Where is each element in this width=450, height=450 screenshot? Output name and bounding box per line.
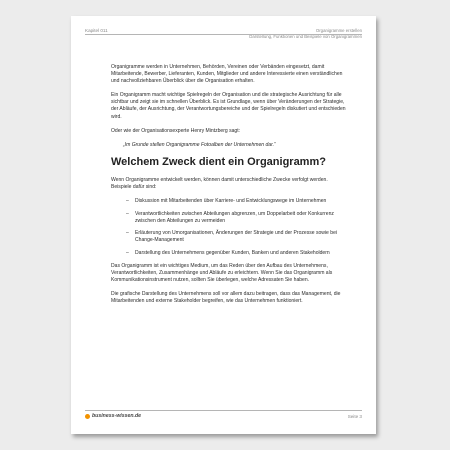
section-heading: Welchem Zweck dient ein Organigramm? <box>111 155 326 168</box>
running-header-title: Organigramme erstellen <box>315 28 362 33</box>
section-paragraph-2: Die grafische Darstellung des Unternehmens soll vor allem dazu beitragen, dass das Management, die Mitarbeitenden und externe Stakeholder begreifen, wie das Unternehmen funktioniert. <box>111 291 341 305</box>
brand-name: business-wissen.de <box>92 413 142 419</box>
running-header-subtitle: Darstellung, Funktionen und Beispiele von Organigrammen <box>249 33 362 39</box>
list-item: – Darstellung des Unternehmens gegenüber Kunden, Banken und anderen Stakeholdern <box>126 250 349 257</box>
page-body <box>111 64 349 313</box>
list-item: – Diskussion mit Mitarbeitenden über Karriere- und Entwicklungswege im Unternehmen <box>126 198 349 205</box>
intro-paragraph-3: Oder wie der Organisationsexperte Henry Mintzberg sagt: <box>111 127 241 134</box>
brand-logo <box>85 413 141 419</box>
list-item: – Verantwortlichkeiten zwischen Abteilungen abgrenzen, um Doppelarbeit oder Konkurrenz zwischen den Abteilungen zu vermeiden <box>126 211 349 225</box>
intro-paragraph-1: Organigramme werden in Unternehmen, Behörden, Vereinen oder Verbänden eingesetzt, damit Mitarbeitende, Bewerber, Lieferanten, Kunden, Mitglieder und andere Interessierte einen verständlichen und nachvollziehbaren Überblick über die Organisation erhalten. <box>111 64 343 85</box>
document-page <box>71 16 376 434</box>
mintzberg-quote: „Im Grunde stellen Organigramme Fotoalben der Unternehmen dar.“ <box>123 141 276 148</box>
section-paragraph-1: Das Organigramm ist ein wichtiges Medium, um das Reden über den Aufbau des Unternehmens, Verantwortlichkeiten, Zusammenhänge und Abläufe zu erleichtern. Wenn Sie das Organigramm als Kommunikationsinstrument nutzen, sollten Sie überlegen, welche Adressaten Sie haben. <box>111 263 333 284</box>
section-lead: Wenn Organigramme entwickelt werden, können damit unterschiedliche Zwecke verfolgt werden. Beispiele dafür sind: <box>111 176 328 190</box>
footer-divider <box>85 410 362 411</box>
purpose-list <box>111 198 349 257</box>
chapter-label: Kapitel 011 <box>85 28 108 33</box>
intro-paragraph-2: Ein Organigramm macht wichtige Spielregeln der Organisation und die strategische Ausrichtung für alle sichtbar und zeigt sie im schnellen Überblick. Es ist Grundlage, wenn über Veränderungen der Strategie, der Abläufe, der Ausrichtung, der Verantwortungsbereiche und der Spielregeln diskutiert und entschieden wird. <box>111 92 346 120</box>
page-number: Seite 3 <box>347 414 362 419</box>
brand-dot-icon <box>85 414 90 419</box>
list-item: – Erläuterung von Umorganisationen, Änderungen der Strategie und der Prozesse sowie bei Change-Management <box>126 230 349 244</box>
header-divider <box>85 34 362 35</box>
